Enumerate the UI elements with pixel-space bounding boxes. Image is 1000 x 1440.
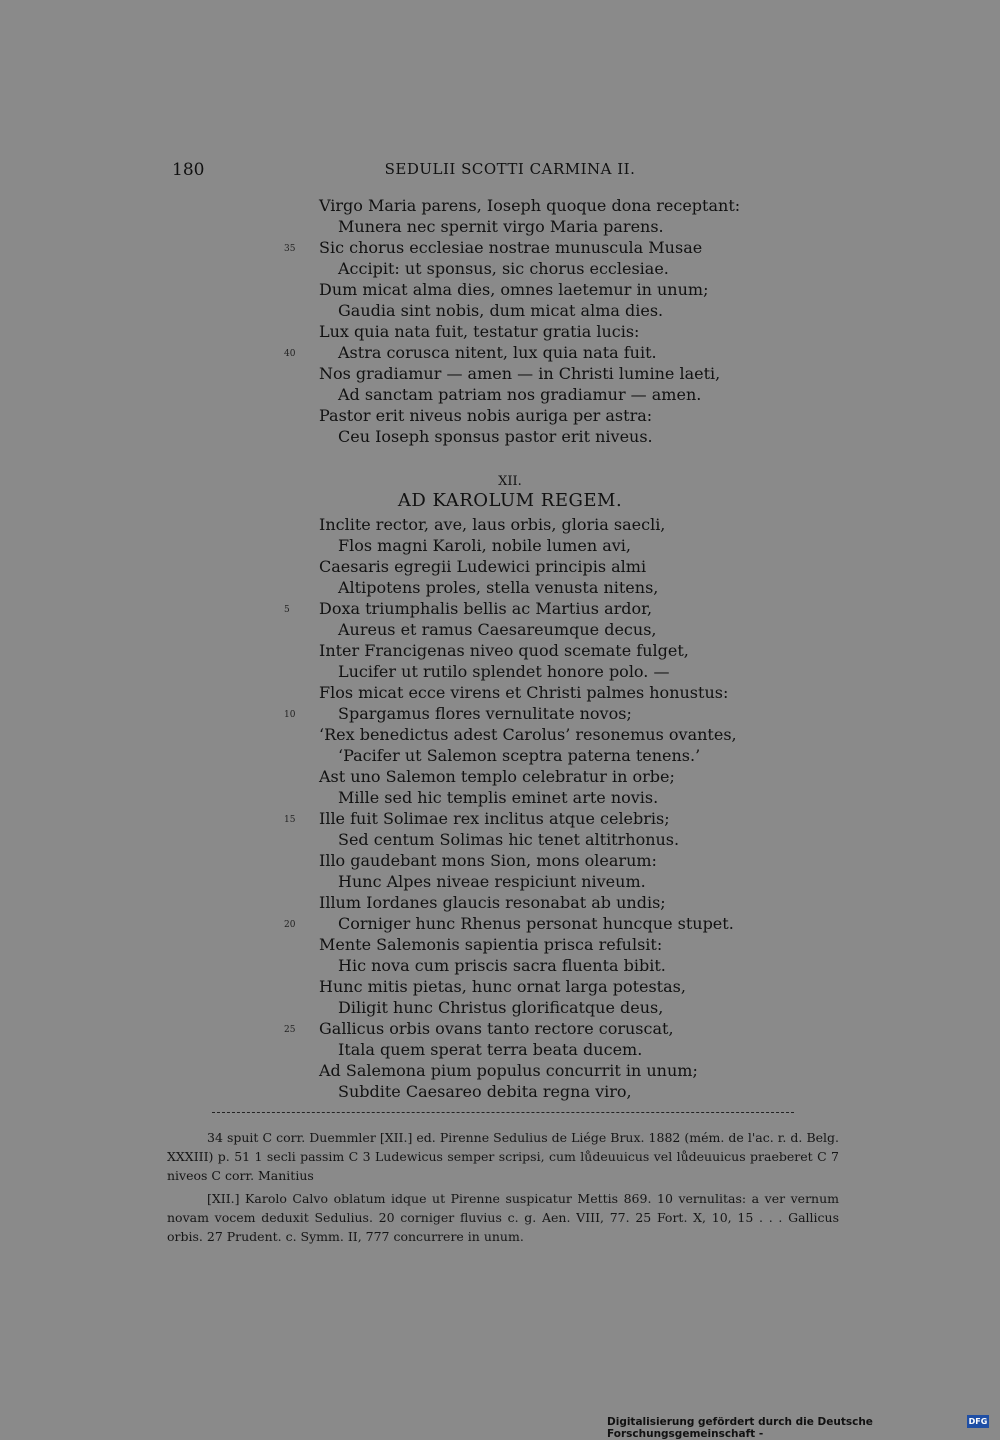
verse-line bbox=[0, 598, 1000, 619]
verse-line bbox=[0, 808, 1000, 829]
verse-text: Munera nec spernit virgo Maria parens. bbox=[338, 217, 664, 236]
verse-line bbox=[0, 955, 1000, 976]
verse-text: Corniger hunc Rhenus personat huncque stupet. bbox=[338, 914, 734, 933]
verse-block-poem-xii bbox=[0, 514, 1000, 1102]
line-number: 15 bbox=[284, 815, 296, 825]
line-number: 35 bbox=[284, 244, 296, 254]
verse-text: Hunc Alpes niveae respiciunt niveum. bbox=[338, 872, 646, 891]
verse-line bbox=[0, 913, 1000, 934]
verse-text: Flos magni Karoli, nobile lumen avi, bbox=[338, 536, 631, 555]
verse-line bbox=[0, 279, 1000, 300]
verse-text: Astra corusca nitent, lux quia nata fuit. bbox=[338, 343, 657, 362]
line-number: 40 bbox=[284, 349, 296, 359]
verse-line bbox=[0, 640, 1000, 661]
verse-line bbox=[0, 850, 1000, 871]
verse-line bbox=[0, 871, 1000, 892]
verse-text: Hic nova cum priscis sacra fluenta bibit. bbox=[338, 956, 666, 975]
verse-line bbox=[0, 682, 1000, 703]
running-title: SEDULII SCOTTI CARMINA II. bbox=[384, 160, 636, 178]
apparatus-text: 34 spuit C corr. Duemmler [XII.] ed. Pirenne Sedulius de Liége Brux. 1882 (mém. de l'ac. r. d. Belg. XXXIII) p. 51 1 secli passim C 3 Ludewicus semper scripsi, cum lůdeuuicus vel lůdeuuicus praeberet C 7 niveos C corr. Manitius bbox=[167, 1130, 839, 1183]
verse-line bbox=[0, 426, 1000, 447]
verse-text: Pastor erit niveus nobis auriga per astra: bbox=[319, 406, 653, 425]
verse-line bbox=[0, 934, 1000, 955]
verse-text: Hunc mitis pietas, hunc ornat larga potestas, bbox=[319, 977, 686, 996]
verse-line bbox=[0, 514, 1000, 535]
verse-line bbox=[0, 1060, 1000, 1081]
apparatus-note-1 bbox=[167, 1128, 839, 1185]
verse-text: Aureus et ramus Caesareumque decus, bbox=[338, 620, 657, 639]
verse-line bbox=[0, 703, 1000, 724]
verse-text: Subdite Caesareo debita regna viro, bbox=[338, 1082, 632, 1101]
line-number: 5 bbox=[284, 605, 290, 615]
dfg-logo-icon: DFG bbox=[968, 1417, 988, 1426]
verse-text: Altipotens proles, stella venusta nitens, bbox=[338, 578, 659, 597]
verse-line bbox=[0, 258, 1000, 279]
verse-text: Ad sanctam patriam nos gradiamur — amen. bbox=[338, 385, 702, 404]
verse-text: Ast uno Salemon templo celebratur in orbe; bbox=[319, 767, 675, 786]
verse-line bbox=[0, 829, 1000, 850]
verse-text: Ad Salemona pium populus concurrit in unum; bbox=[319, 1061, 698, 1080]
line-number: 10 bbox=[284, 710, 296, 720]
poem-title: AD KAROLUM REGEM. bbox=[397, 490, 623, 511]
verse-line bbox=[0, 997, 1000, 1018]
verse-text: ‘Rex benedictus adest Carolus’ resonemus ovantes, bbox=[319, 725, 737, 744]
verse-line bbox=[0, 237, 1000, 258]
apparatus-text: [XII.] Karolo Calvo oblatum idque ut Pirenne suspicatur Mettis 869. 10 vernulitas: a ver vernum novam vocem deduxit Sedulius. 20 corniger fluvius c. g. Aen. VIII, 77. 25 Fort. X, 10, 15 . . . Gallicus orbis. 27 Prudent. c. Symm. II, 777 concurrere in unum. bbox=[167, 1191, 839, 1244]
verse-line bbox=[0, 216, 1000, 237]
verse-text: Itala quem sperat terra beata ducem. bbox=[338, 1040, 643, 1059]
verse-text: ‘Pacifer ut Salemon sceptra paterna tenens.’ bbox=[338, 746, 701, 765]
verse-text: Illo gaudebant mons Sion, mons olearum: bbox=[319, 851, 657, 870]
verse-text: Nos gradiamur — amen — in Christi lumine laeti, bbox=[319, 364, 721, 383]
verse-text: Ille fuit Solimae rex inclitus atque celebris; bbox=[319, 809, 670, 828]
verse-text: Mente Salemonis sapientia prisca refulsit: bbox=[319, 935, 663, 954]
verse-line bbox=[0, 661, 1000, 682]
verse-line bbox=[0, 195, 1000, 216]
verse-line bbox=[0, 577, 1000, 598]
verse-line bbox=[0, 535, 1000, 556]
verse-line bbox=[0, 1081, 1000, 1102]
verse-line bbox=[0, 342, 1000, 363]
verse-text: Lux quia nata fuit, testatur gratia lucis: bbox=[319, 322, 640, 341]
verse-text: Dum micat alma dies, omnes laetemur in unum; bbox=[319, 280, 709, 299]
verse-text: Mille sed hic templis eminet arte novis. bbox=[338, 788, 659, 807]
verse-line bbox=[0, 321, 1000, 342]
verse-text: Accipit: ut sponsus, sic chorus ecclesiae. bbox=[338, 259, 669, 278]
verse-line bbox=[0, 363, 1000, 384]
apparatus-note-2 bbox=[167, 1189, 839, 1246]
verse-line bbox=[0, 976, 1000, 997]
verse-line bbox=[0, 405, 1000, 426]
verse-line bbox=[0, 1018, 1000, 1039]
verse-line bbox=[0, 787, 1000, 808]
verse-line bbox=[0, 300, 1000, 321]
verse-text: Flos micat ecce virens et Christi palmes honustus: bbox=[319, 683, 729, 702]
verse-text: Gallicus orbis ovans tanto rectore coruscat, bbox=[319, 1019, 674, 1038]
verse-text: Inter Francigenas niveo quod scemate fulget, bbox=[319, 641, 689, 660]
verse-line bbox=[0, 745, 1000, 766]
footnote-rule bbox=[212, 1112, 794, 1113]
verse-text: Ceu Ioseph sponsus pastor erit niveus. bbox=[338, 427, 653, 446]
verse-text: Doxa triumphalis bellis ac Martius ardor, bbox=[319, 599, 653, 618]
verse-text: Gaudia sint nobis, dum micat alma dies. bbox=[338, 301, 664, 320]
verse-block-end-of-poem-xi bbox=[0, 195, 1000, 447]
poem-number: XII. bbox=[498, 474, 522, 489]
verse-text: Sic chorus ecclesiae nostrae munuscula Musae bbox=[319, 238, 703, 257]
verse-text: Virgo Maria parens, Ioseph quoque dona receptant: bbox=[319, 196, 741, 215]
verse-text: Spargamus flores vernulitate novos; bbox=[338, 704, 632, 723]
verse-line bbox=[0, 1039, 1000, 1060]
verse-line bbox=[0, 766, 1000, 787]
verse-text: Inclite rector, ave, laus orbis, gloria saecli, bbox=[319, 515, 666, 534]
verse-line bbox=[0, 556, 1000, 577]
verse-text: Diligit hunc Christus glorificatque deus, bbox=[338, 998, 664, 1017]
verse-line bbox=[0, 384, 1000, 405]
verse-text: Illum Iordanes glaucis resonabat ab undis; bbox=[319, 893, 666, 912]
funding-credit: Digitalisierung gefördert durch die Deutsche Forschungsgemeinschaft - bbox=[607, 1416, 873, 1440]
line-number: 25 bbox=[284, 1025, 296, 1035]
verse-line bbox=[0, 724, 1000, 745]
verse-text: Caesaris egregii Ludewici principis almi bbox=[319, 557, 647, 576]
page-number: 180 bbox=[172, 160, 205, 180]
verse-text: Lucifer ut rutilo splendet honore polo. — bbox=[338, 662, 670, 681]
verse-line bbox=[0, 619, 1000, 640]
line-number: 20 bbox=[284, 920, 296, 930]
verse-line bbox=[0, 892, 1000, 913]
verse-text: Sed centum Solimas hic tenet altitrhonus. bbox=[338, 830, 680, 849]
